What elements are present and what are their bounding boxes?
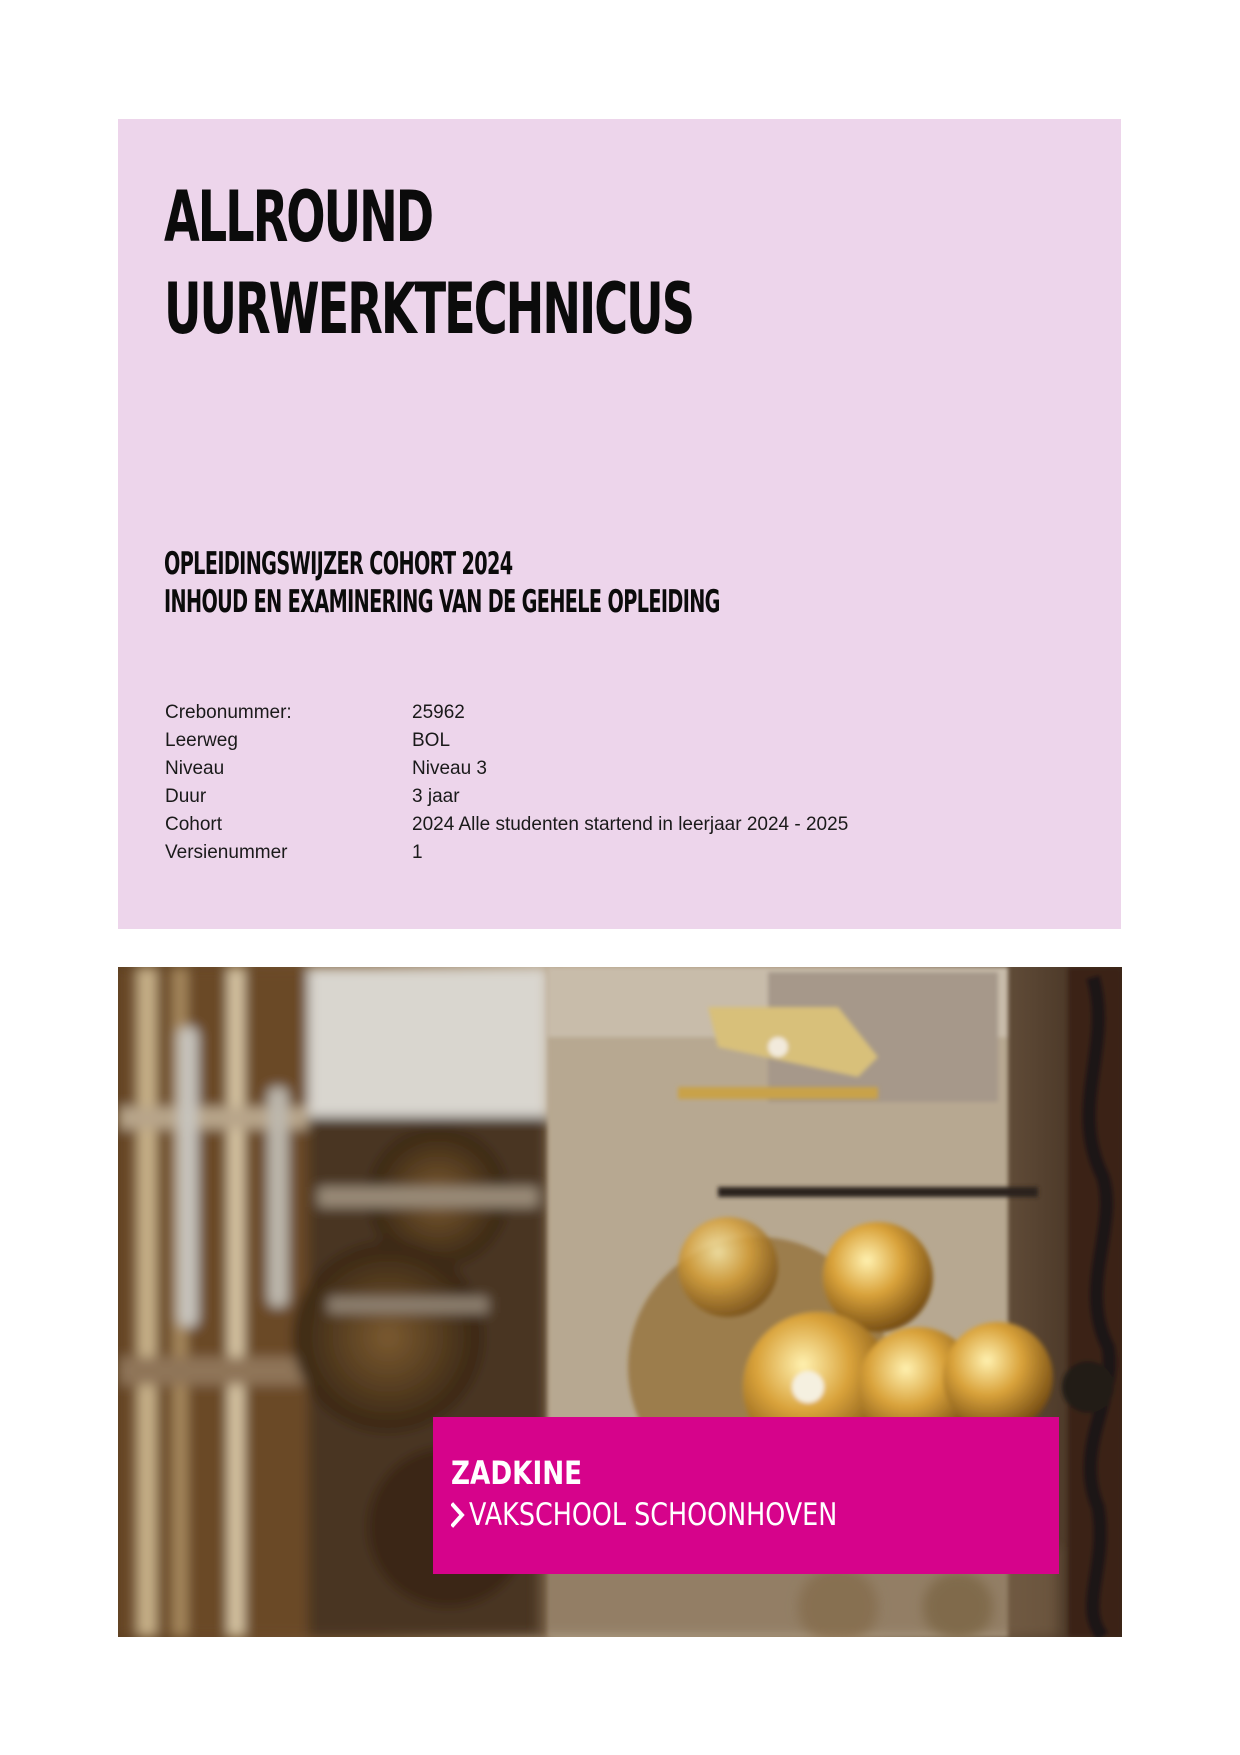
info-row-crebonummer <box>165 699 848 727</box>
cover-panel <box>118 119 1121 929</box>
chevron-right-icon <box>451 1501 465 1529</box>
info-label: Leerweg <box>165 730 238 751</box>
info-value: Niveau 3 <box>412 758 487 779</box>
info-value: 2024 Alle studenten startend in leerjaar 2024 - 2025 <box>412 814 849 835</box>
info-row-leerweg <box>165 727 848 755</box>
clockwork-photo <box>118 967 1122 1637</box>
subtitle-line-1: OPLEIDINGSWIJZER COHORT 2024 <box>164 546 513 582</box>
brand-school <box>451 1497 918 1533</box>
info-row-niveau <box>165 755 848 783</box>
info-row-cohort <box>165 811 848 839</box>
info-label: Versienummer <box>165 842 288 863</box>
info-row-duur <box>165 783 848 811</box>
info-label: Cohort <box>165 814 223 835</box>
brand-name: ZADKINE <box>451 1454 583 1492</box>
document-subtitle <box>164 545 720 621</box>
title-line-1: ALLROUND <box>164 176 433 258</box>
title-line-2: UURWERKTECHNICUS <box>164 268 694 350</box>
brand-school-name: VAKSCHOOL SCHOONHOVEN <box>469 1497 838 1533</box>
info-label: Duur <box>165 786 207 807</box>
info-label: Crebonummer: <box>165 702 292 723</box>
program-info-table <box>165 699 848 867</box>
document-title <box>164 171 693 355</box>
info-label: Niveau <box>165 758 225 779</box>
info-value: 25962 <box>412 702 465 723</box>
brand-box <box>433 1417 1059 1574</box>
info-row-versienummer <box>165 839 848 867</box>
info-value: BOL <box>412 730 451 751</box>
info-value: 1 <box>412 842 423 863</box>
subtitle-line-2: INHOUD EN EXAMINERING VAN DE GEHELE OPLEIDING <box>164 584 720 620</box>
info-value: 3 jaar <box>412 786 460 807</box>
